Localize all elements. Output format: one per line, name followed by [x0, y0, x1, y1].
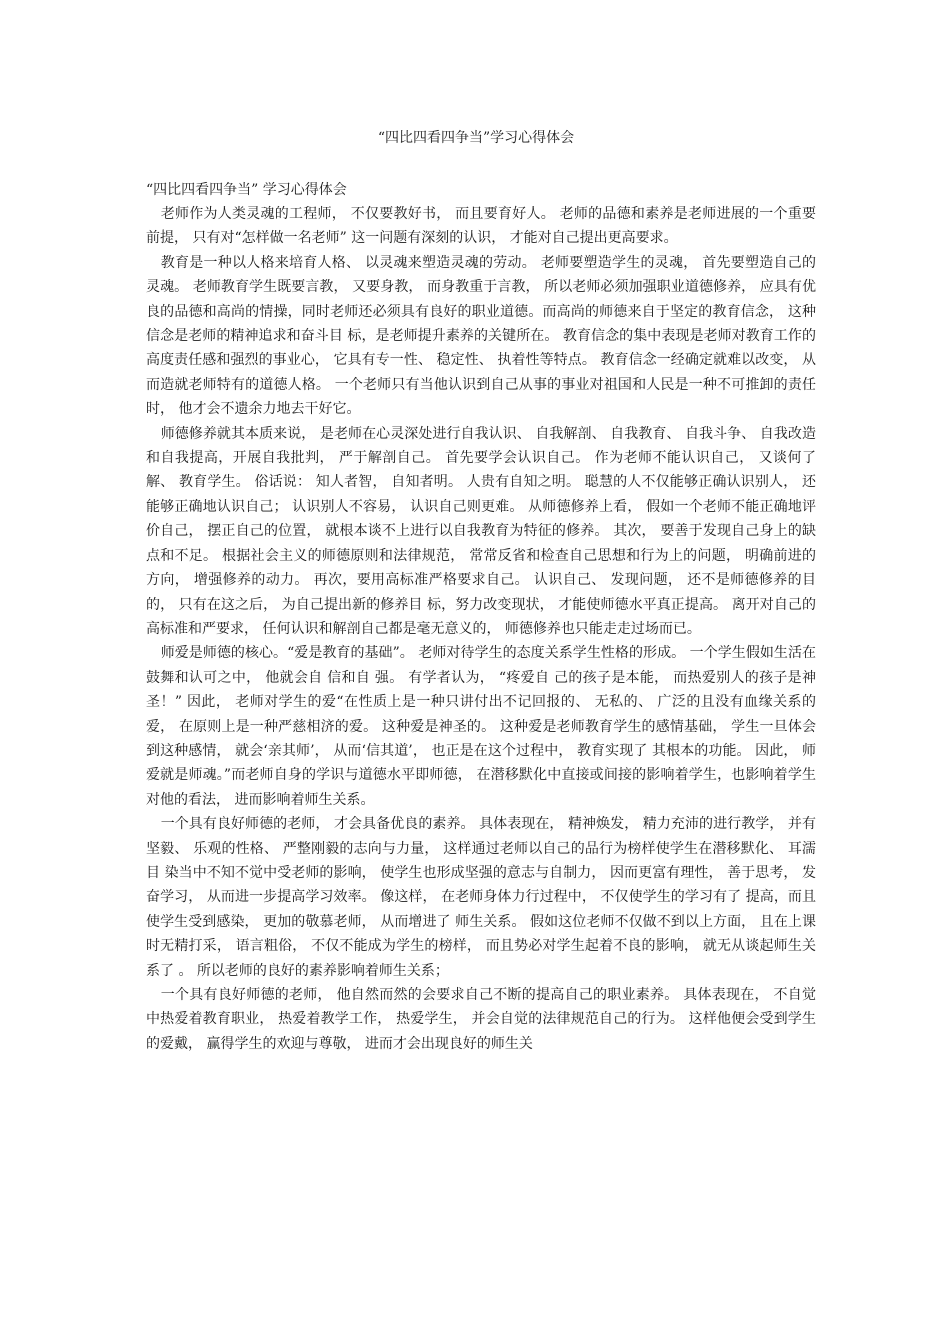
document-title: “四比四看四争当”学习心得体会	[377, 130, 575, 146]
paragraph-1: 老师作为人类灵魂的工程师， 不仅要教好书， 而且要育好人。 老师的品德和素养是老师进展的一个重要前提， 只有对“怎样做一名老师” 这一问题有深刻的认识， 才能对自己提出更高要求。	[146, 206, 816, 247]
paragraph-2: 教育是一种以人格来培育人格、 以灵魂来塑造灵魂的劳动。 老师要塑造学生的灵魂， 首先要塑造自己的灵魂。 老师教育学生既要言教， 又要身教， 而身教重于言教， 所以老师必须加强职业道德修养， 应具有优良的品德和高尚的情操，同时老师还必须具有良好的职业道德。而高尚的师德来自于坚定的教育信念， 这种信念是老师的精神追求和奋斗目 标，是老师提升素养的关键所在。 教育信念的集中表现是老师对教育工作的高度责任感和强烈的事业心， 它具有专一性、 稳定性、 执着性等特点。 教育信念一经确定就难以改变， 从而造就老师特有的道德人格。 一个老师只有当他认识到自己从事的事业对祖国和人民是一种不可推卸的责任时， 他才会不遗余力地去干好它。	[146, 254, 816, 418]
paragraph-5: 一个具有良好师德的老师， 才会具备优良的素养。 具体表现在， 精神焕发， 精力充沛的进行教学， 并有坚毅、 乐观的性格、 严整刚毅的志向与力量， 这样通过老师以自己的品行为榜样使学生在潜移默化、 耳濡目 染当中不知不觉中受老师的影响， 使学生也形成坚强的意志与自制力， 因而更富有理性， 善于思考， 发奋学习， 从而进一步提高学习效率。 像这样， 在老师身体力行过程中， 不仅使学生的学习有了 提高，而且使学生受到感染， 更加的敬慕老师， 从而增进了 师生关系。 假如这位老师不仅做不到以上方面， 且在上课时无精打采， 语言粗俗， 不仅不能成为学生的榜样， 而且势必对学生起着不良的影响， 就无从谈起师生关系了 。 所以老师的良好的素养影响着师生关系；	[146, 816, 816, 979]
document-subtitle: “四比四看四争当” 学习心得体会	[146, 182, 347, 198]
document-body	[146, 178, 816, 1056]
paragraph-3: 师德修养就其本质来说， 是老师在心灵深处进行自我认识、 自我解剖、 自我教育、 自我斗争、 自我改造和自我提高，开展自我批判， 严于解剖自己。 首先要学会认识自己。 作为老师不能认识自己， 又谈何了 解、 教育学生。 俗话说： 知人者智， 自知者明。 人贵有自知之明。 聪慧的人不仅能够正确认识别人， 还能够正确地认识自己； 认识别人不容易， 认识自己则更难。 从师德修养上看， 假如一个老师不能正确地评价自己， 摆正自己的位置， 就根本谈不上进行以自我教育为特征的修养。 其次， 要善于发现自己身上的缺点和不足。 根据社会主义的师德原则和法律规范， 常常反省和检查自己思想和行为上的问题， 明确前进的方向， 增强修养的动力。 再次，要用高标准严格要求自己。 认识自己、 发现问题， 还不是师德修养的目 的， 只有在这之后， 为自己提出新的修养目 标，努力改变现状， 才能使师德水平真正提高。 离开对自己的高标准和严要求， 任何认识和解剖自己都是毫无意义的， 师德修养也只能走走过场而已。	[146, 425, 816, 637]
paragraph-6: 一个具有良好师德的老师， 他自然而然的会要求自己不断的提高自己的职业素养。 具体表现在， 不自觉中热爱着教育职业， 热爱着教学工作， 热爱学生， 并会自觉的法律规范自己的行为。 这样他便会受到学生的爱戴， 赢得学生的欢迎与尊敬， 进而才会出现良好的师生关	[146, 987, 816, 1052]
paragraph-4: 师爱是师德的核心。“爱是教育的基础”。 老师对待学生的态度关系学生性格的形成。 一个学生假如生活在鼓舞和认可之中， 他就会自 信和自 强。 有学者认为， “疼爱自 己的孩子是本能， 而热爱别人的孩子是神圣！” 因此， 老师对学生的爱“在性质上是一种只讲付出不记回报的、 无私的、 广泛的且没有血缘关系的爱， 在原则上是一种严慈相济的爱。 这种爱是神圣的。 这种爱是老师教育学生的感情基础， 学生一旦体会到这种感情， 就会‘亲其师’， 从而‘信其道’， 也正是在这个过程中， 教育实现了 其根本的功能。 因此， 师爱就是师魂。”而老师自身的学识与道德水平即师德， 在潜移默化中直接或间接的影响着学生，也影响着学生对他的看法， 进而影响着师生关系。	[146, 645, 816, 808]
